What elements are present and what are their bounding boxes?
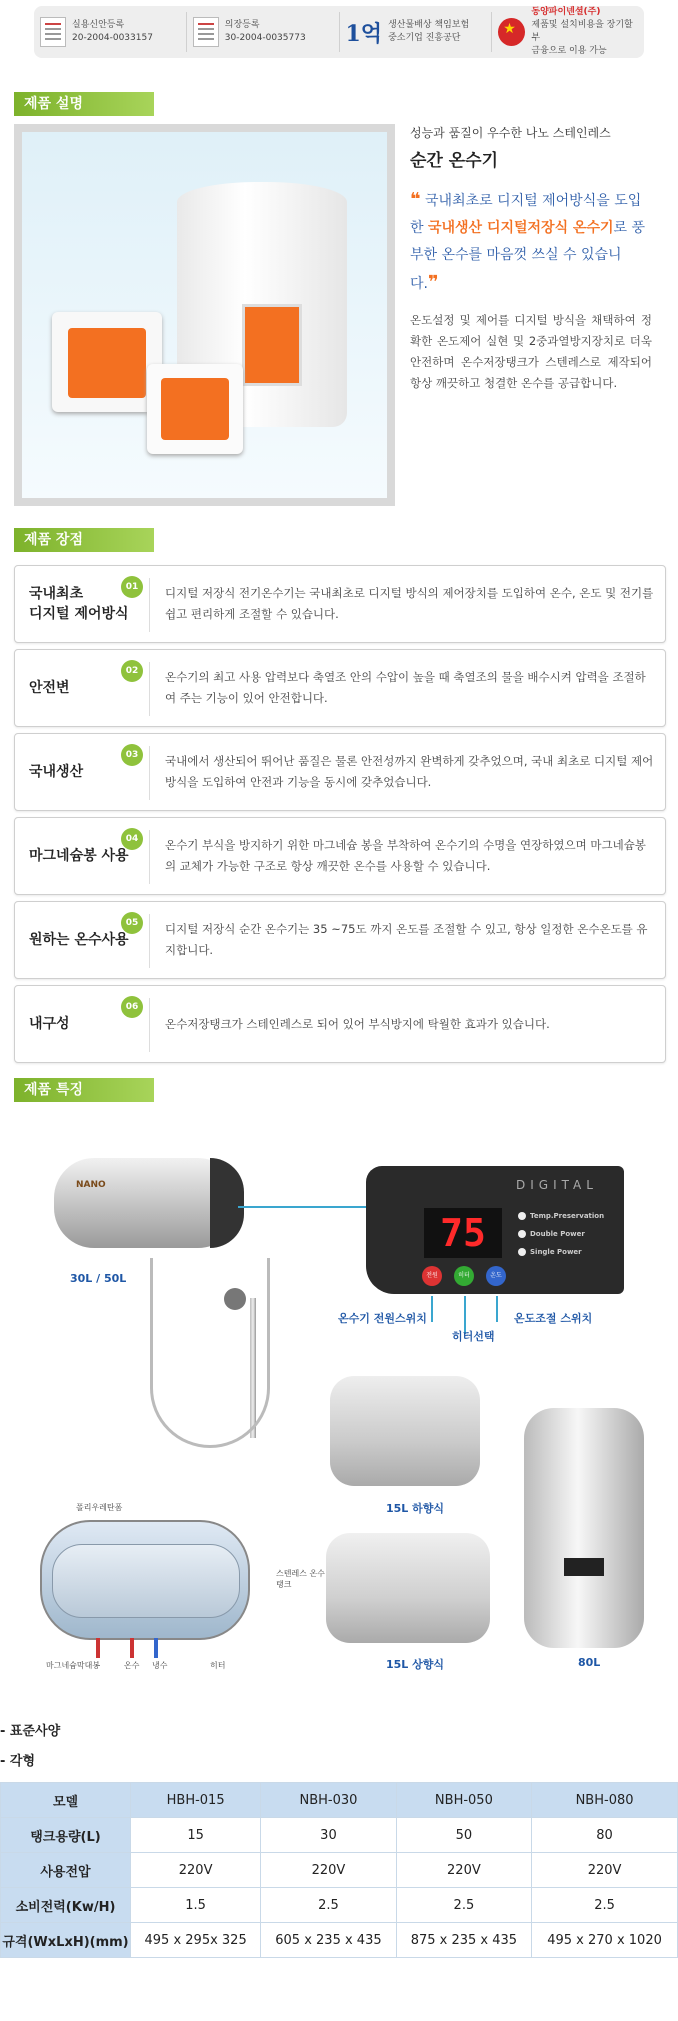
caption-30-50: 30L / 50L [70, 1272, 127, 1285]
feature-card [14, 733, 666, 811]
table-header-row [1, 1783, 678, 1818]
badge-utility [34, 12, 187, 52]
row-header: 사용전압 [1, 1853, 131, 1888]
divider [149, 662, 150, 716]
feature-number-badge: 04 [121, 828, 143, 850]
option-double-power: Double Power [518, 1230, 585, 1238]
water-heater-15l-down [330, 1376, 480, 1486]
feature-number-badge: 01 [121, 576, 143, 598]
brand-logo: NANO [76, 1180, 106, 1190]
feature-number-badge: 03 [121, 744, 143, 766]
feature-name: 안전변 [29, 680, 70, 696]
table-cell: 2.5 [532, 1888, 678, 1923]
table-cell: 495 x 270 x 1020 [532, 1923, 678, 1958]
table-cell: 220V [131, 1853, 261, 1888]
feature-number-badge: 02 [121, 660, 143, 682]
feature-name: 내구성 [29, 1016, 70, 1032]
table-cell: 220V [532, 1853, 678, 1888]
label-polyurethane: 폴리우레탄폼 [76, 1503, 123, 1512]
feature-desc: 디지털 저장식 순간 온수기는 35 ~75도 까지 온도를 조절할 수 있고, 항상 일정한 온수온도를 유지합니다. [165, 922, 648, 957]
quote-text: 국내최초로 디지털 제어방식을 도입한 [410, 193, 642, 236]
table-cell: 220V [261, 1853, 396, 1888]
badge-finance [492, 7, 644, 56]
label-heater-select: 히터선택 [452, 1330, 495, 1343]
table-row [1, 1923, 678, 1958]
label-cold-water: 냉수 [152, 1661, 168, 1670]
temp-button: 온도 [486, 1266, 506, 1286]
pipe [154, 1638, 158, 1658]
label-magnesium-rod: 마그네슘막대봉 [46, 1661, 101, 1670]
badge-big-number: 1억 [345, 20, 383, 47]
power-button: 전원 [422, 1266, 442, 1286]
divider [149, 578, 150, 632]
feature-name: 마그네슘봉 사용 [29, 848, 129, 864]
option-temp-preservation: Temp.Preservation [518, 1212, 604, 1220]
leader-line [238, 1206, 366, 1208]
feature-name: 국내최초 디지털 제어방식 [29, 586, 129, 622]
label-stainless-tank: 스텐레스 온수 탱크 [276, 1569, 325, 1589]
label-temp-switch: 온도조절 스위치 [514, 1312, 593, 1325]
row-header: 탱크용량(L) [1, 1818, 131, 1853]
quote-highlight: 국내생산 디지털저장식 온수기 [427, 220, 614, 236]
divider [149, 830, 150, 884]
feature-card [14, 565, 666, 643]
table-row [1, 1853, 678, 1888]
divider [149, 998, 150, 1052]
feature-desc: 온수기 부식을 방지하기 위한 마그네슘 봉을 부착하여 온수기의 수명을 연장하였으며 마그네슘봉의 교체가 가능한 구조로 항상 깨끗한 온수를 사용할 수 있습니다. [165, 838, 646, 873]
shower-head-icon [224, 1288, 246, 1310]
badge-line: 생산물배상 책임보험 [388, 20, 470, 30]
digital-label: DIGITAL [516, 1178, 598, 1192]
table-header: NBH-030 [261, 1783, 396, 1818]
spec-table [0, 1782, 678, 1958]
feature-desc: 온수기의 최고 사용 압력보다 축열조 안의 수압이 높을 때 축열조의 물을 배수시켜 압력을 조절하여 주는 기능이 있어 안전합니다. [165, 670, 646, 705]
water-heater-80l [524, 1408, 644, 1648]
badge-line: 동양파이넨셜(주) [531, 7, 601, 17]
control-panel [161, 378, 229, 440]
divider [149, 746, 150, 800]
water-heater-30-50 [54, 1158, 238, 1248]
badge-line: 제품및 설치비용을 장기할부 [531, 20, 633, 43]
temperature-display: 75 [424, 1208, 502, 1258]
table-row [1, 1888, 678, 1923]
water-heater-15l-up [326, 1533, 490, 1643]
label-power-switch: 온수기 전원스위치 [338, 1312, 427, 1325]
table-cell: 80 [532, 1818, 678, 1853]
table-cell: 50 [396, 1818, 531, 1853]
table-cell: 30 [261, 1818, 396, 1853]
caption-15l-down: 15L 하향식 [386, 1502, 445, 1515]
heater-button: 히터 [454, 1266, 474, 1286]
table-cell: 1.5 [131, 1888, 261, 1923]
leader-line [496, 1296, 498, 1322]
table-cell: 875 x 235 x 435 [396, 1923, 531, 1958]
feature-number-badge: 05 [121, 912, 143, 934]
feature-number-badge: 06 [121, 996, 143, 1018]
caption-80l: 80L [578, 1656, 601, 1669]
table-cell: 15 [131, 1818, 261, 1853]
digital-control-panel [366, 1166, 624, 1294]
table-cell: 220V [396, 1853, 531, 1888]
product-subtitle: 성능과 품질이 우수한 나노 스테인레스 [410, 126, 611, 140]
flag-icon [498, 18, 525, 46]
leader-line [431, 1296, 433, 1322]
label-hot-water: 온수 [124, 1661, 140, 1670]
feature-card [14, 901, 666, 979]
table-cell: 605 x 235 x 435 [261, 1923, 396, 1958]
caption-15l-up: 15L 상향식 [386, 1658, 445, 1671]
table-header: NBH-080 [532, 1783, 678, 1818]
product-quote [410, 186, 650, 298]
feature-desc: 디지털 저장식 전기온수기는 국내최초로 디지털 방식의 제어장치를 도입하여 온수, 온도 및 전기를 쉽고 편리하게 조절할 수 있습니다. [165, 586, 654, 621]
table-header: 모델 [1, 1783, 131, 1818]
spec-subheading: - 각형 [0, 1754, 36, 1769]
feature-card [14, 649, 666, 727]
section-header-advantages: 제품 장점 [14, 528, 154, 552]
table-cell: 2.5 [396, 1888, 531, 1923]
control-panel [242, 304, 302, 386]
certificate-icon [40, 17, 66, 47]
badge-line: 의장등록 [224, 20, 260, 30]
feature-name: 국내생산 [29, 764, 84, 780]
table-cell: 2.5 [261, 1888, 396, 1923]
table-header: NBH-050 [396, 1783, 531, 1818]
cutaway-diagram [40, 1520, 250, 1640]
product-title: 순간 온수기 [410, 151, 499, 171]
row-header: 소비전력(Kw/H) [1, 1888, 131, 1923]
badge-line: 30-2004-0035773 [224, 33, 306, 43]
table-cell: 495 x 295x 325 [131, 1923, 261, 1958]
cert-badges [34, 6, 644, 58]
divider [149, 914, 150, 968]
section-header-features: 제품 특징 [14, 1078, 154, 1102]
badge-line: 실용신안등록 [72, 20, 125, 30]
table-row [1, 1818, 678, 1853]
shower-hose [150, 1258, 270, 1448]
spec-heading: - 표준사양 [0, 1724, 61, 1739]
label-heater: 히터 [210, 1661, 226, 1670]
feature-card [14, 817, 666, 895]
feature-name: 원하는 온수사용 [29, 932, 129, 948]
row-header: 규격(WxLxH)(mm) [1, 1923, 131, 1958]
section-header-description: 제품 설명 [14, 92, 154, 116]
product-body: 온도설정 및 제어를 디지털 방식을 채택하여 정확한 온도제어 실현 및 2중과열방지장치로 더욱 안전하며 온수저장탱크가 스텐레스로 제작되어 항상 깨끗하고 청결한 온수를 공급합니다. [410, 313, 652, 390]
badge-design [187, 12, 340, 52]
badge-line: 20-2004-0033157 [72, 33, 153, 43]
feature-diagram [0, 1118, 678, 1678]
feature-card [14, 985, 666, 1063]
quote-close-icon: ❞ [427, 272, 439, 293]
badge-line: 중소기업 진흥공단 [388, 33, 461, 43]
badge-line: 금융으로 이용 가능 [531, 46, 607, 56]
quote-open-icon: ❝ [410, 189, 421, 210]
table-header: HBH-015 [131, 1783, 261, 1818]
badge-insurance [340, 12, 493, 52]
feature-desc: 국내에서 생산되어 뛰어난 품질은 물론 안전성까지 완벽하게 갖추었으며, 국내 최초로 디지털 제어 방식을 도입하여 안전과 기능을 동시에 갖추었습니다. [165, 754, 654, 789]
option-single-power: Single Power [518, 1248, 582, 1256]
feature-desc: 온수저장탱크가 스테인레스로 되어 있어 부식방지에 탁월한 효과가 있습니다. [165, 1016, 550, 1031]
control-panel [68, 328, 146, 398]
pipe [96, 1638, 100, 1658]
product-image [14, 124, 395, 506]
pipe [130, 1638, 134, 1658]
quote-text: 로 풍부한 온수를 마음껏 쓰실 수 있습니다. [410, 220, 646, 292]
certificate-icon [193, 17, 219, 47]
